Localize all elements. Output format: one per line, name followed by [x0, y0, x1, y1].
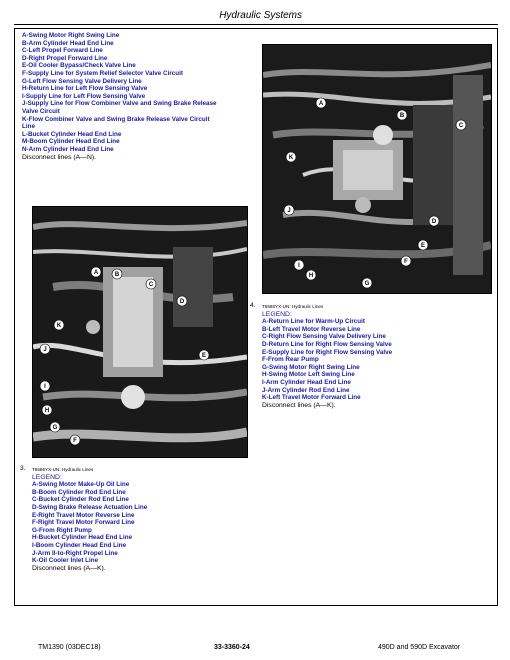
page-header [14, 10, 498, 25]
footer-doc-id: TM1390 (03DEC18) [38, 644, 101, 651]
list-item: I-Boom Cylinder Head End Line [32, 541, 127, 549]
list-item: A-Swing Motor Right Swing Line [22, 32, 120, 39]
page-title: Hydraulic Systems [219, 10, 302, 21]
callout-g: G [52, 425, 58, 431]
list-item: M-Boom Cylinder Head End Line [22, 138, 120, 146]
callout-c: C [458, 123, 464, 129]
callout-h: H [44, 408, 50, 414]
callout-k: K [56, 323, 62, 329]
callout-a: A [318, 101, 324, 107]
hydraulic-lines-photo-top [262, 44, 492, 294]
callout-g: G [364, 281, 370, 287]
instruction-text: Disconnect lines (A—N). [22, 153, 97, 161]
list-item: B-Arm Cylinder Head End Line [22, 39, 114, 47]
list-item: K-Left Travel Motor Forward Line [262, 394, 361, 402]
callout-f: F [404, 259, 408, 265]
callout-f: F [73, 438, 77, 444]
photo-illustration [33, 207, 247, 457]
list-item: K-Flow Combiner Valve and Swing Brake Release Valve Circuit [22, 115, 210, 123]
hydraulic-lines-photo-left [32, 206, 248, 458]
list-item: Line [22, 123, 35, 131]
list-item: J-Supply Line for Flow Combiner Valve and Swing Brake Release [22, 100, 217, 108]
callout-j: J [43, 347, 47, 353]
figure-caption: T6586YX-UN: Hydraulic Lines [32, 467, 94, 472]
list-item: E-Supply Line for Right Flow Sensing Valve [262, 348, 393, 356]
list-item: H-Bucket Cylinder Head End Line [32, 534, 133, 542]
list-item: E-Right Travel Motor Reverse Line [32, 511, 135, 519]
list-item: A-Swing Motor Make-Up Oil Line [32, 481, 130, 489]
line-list-a-n [22, 32, 248, 161]
step-number-4: 4. [250, 302, 256, 309]
list-item: G-Swing Motor Right Swing Line [262, 363, 360, 371]
photo-illustration [263, 45, 491, 293]
legend-heading: LEGEND: [262, 310, 292, 318]
list-item: F-Right Travel Motor Forward Line [32, 519, 135, 527]
list-item: D-Swing Brake Release Actuation Line [32, 503, 148, 511]
step-number-3: 3. [20, 465, 26, 472]
list-item: Valve Circuit [22, 107, 60, 115]
callout-i: I [44, 384, 46, 390]
callout-d: D [179, 299, 185, 305]
list-item: K-Oil Cooler Inlet Line [32, 557, 99, 565]
list-item: E-Oil Cooler Bypass/Check Valve Line [22, 62, 136, 70]
footer-model: 490D and 590D Excavator [378, 644, 461, 651]
callout-d: D [431, 219, 437, 225]
list-item: J-Arm II-to-Right Propel Line [32, 549, 118, 557]
list-item: B-Boom Cylinder Rod End Line [32, 488, 126, 496]
list-item: I-Arm Cylinder Head End Line [262, 378, 351, 386]
callout-a: A [93, 270, 99, 276]
list-item: F-Supply Line for System Relief Selector Valve Circuit [22, 69, 183, 77]
list-item: F-From Rear Pump [262, 356, 319, 364]
list-item: C-Right Flow Sensing Valve Delivery Line [262, 333, 386, 341]
callout-h: H [308, 273, 314, 279]
list-item: N-Arm Cylinder Head End Line [22, 145, 114, 153]
figure-caption: T6585YX-UN: Hydraulic Lines [262, 304, 324, 309]
callout-j: J [287, 208, 291, 214]
instruction-text: Disconnect lines (A—K). [262, 401, 336, 409]
callout-e: E [201, 353, 207, 359]
callout-i: I [298, 263, 300, 269]
list-item: H-Return Line for Left Flow Sensing Valve [22, 85, 148, 93]
list-item: L-Bucket Cylinder Head End Line [22, 130, 122, 138]
callout-k: K [288, 155, 294, 161]
list-item: D-Return Line for Right Flow Sensing Valve [262, 340, 392, 348]
callout-c: C [148, 282, 154, 288]
list-item: C-Left Propel Forward Line [22, 47, 103, 55]
legend-heading: LEGEND: [32, 473, 62, 481]
callout-b: B [114, 272, 120, 278]
callout-b: B [399, 113, 405, 119]
footer-page-number: 33-3360-24 [214, 644, 250, 651]
step-3-legend [32, 466, 246, 572]
list-item: A-Return Line for Warm-Up Circuit [262, 318, 365, 326]
list-item: C-Bucket Cylinder Rod End Line [32, 496, 129, 504]
instruction-text: Disconnect lines (A—K). [32, 564, 106, 572]
step-4-legend [262, 303, 492, 409]
list-item: H-Swing Motor Left Swing Line [262, 371, 355, 379]
list-item: B-Left Travel Motor Reverse Line [262, 325, 361, 333]
list-item: I-Supply Line for Left Flow Sensing Valve [22, 92, 146, 100]
callout-e: E [420, 243, 426, 249]
list-item: G-Left Flow Sensing Valve Delivery Line [22, 77, 142, 85]
list-item: D-Right Propel Forward Line [22, 54, 108, 62]
list-item: J-Arm Cylinder Rod End Line [262, 386, 350, 394]
list-item: G-From Right Pump [32, 526, 92, 534]
